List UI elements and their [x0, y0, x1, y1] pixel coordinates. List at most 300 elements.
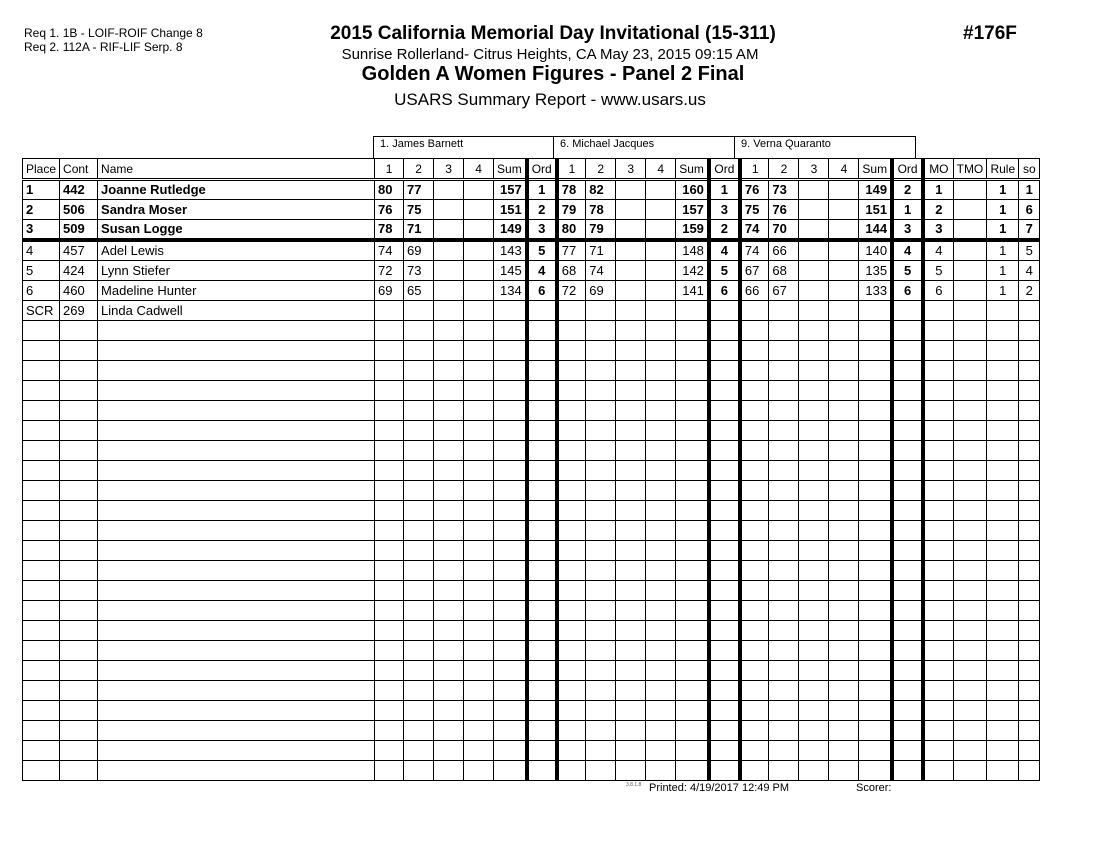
j1-score-2 [404, 561, 434, 581]
j2-sum [676, 521, 709, 541]
tmo-cell [953, 501, 987, 521]
j2-score-3 [616, 220, 646, 241]
table-row [23, 240, 1040, 261]
table-row [23, 501, 1040, 521]
j3-ord [892, 641, 923, 661]
j1-score-4 [464, 301, 494, 321]
tmo-cell [953, 281, 987, 301]
j3-sum [859, 581, 892, 601]
j2-score-1 [557, 421, 586, 441]
j3-sum [859, 341, 892, 361]
cont-cell [60, 761, 98, 781]
j1-score-1 [375, 541, 404, 561]
table-row [23, 621, 1040, 641]
mo-cell [923, 561, 953, 581]
tmo-cell [953, 341, 987, 361]
j1-score-3 [434, 341, 464, 361]
j2-score-4 [646, 521, 676, 541]
j1-score-1 [375, 521, 404, 541]
so-cell [1019, 421, 1040, 441]
tmo-cell [953, 701, 987, 721]
cont-cell [60, 361, 98, 381]
j1-score-1 [375, 301, 404, 321]
j1-score-3 [434, 361, 464, 381]
j1-sum [494, 301, 527, 321]
tmo-cell [953, 721, 987, 741]
j3-score-3 [799, 761, 829, 781]
tmo-cell [953, 621, 987, 641]
mo-cell [923, 341, 953, 361]
j2-sum [676, 361, 709, 381]
mo-cell: 1 [923, 180, 953, 200]
so-cell [1019, 741, 1040, 761]
j3-score-4 [829, 361, 859, 381]
j1-ord [527, 361, 557, 381]
j2-score-3 [616, 721, 646, 741]
col-j1-3: 3 [434, 159, 464, 180]
j1-ord [527, 501, 557, 521]
j3-score-2 [769, 381, 799, 401]
j2-score-2 [586, 581, 616, 601]
j3-score-3 [799, 581, 829, 601]
place-cell: 2 [23, 200, 60, 220]
j1-score-4 [464, 721, 494, 741]
place-cell [23, 421, 60, 441]
so-cell [1019, 601, 1040, 621]
j1-ord: 4 [527, 261, 557, 281]
j3-score-1 [740, 741, 769, 761]
j1-score-2 [404, 441, 434, 461]
table-row [23, 441, 1040, 461]
j2-ord [709, 421, 740, 441]
tmo-cell [953, 200, 987, 220]
j1-score-4 [464, 761, 494, 781]
j3-score-1: 74 [740, 220, 769, 241]
j1-ord [527, 621, 557, 641]
cont-cell [60, 501, 98, 521]
j2-sum [676, 621, 709, 641]
j1-score-4 [464, 240, 494, 261]
tmo-cell [953, 381, 987, 401]
j1-score-1 [375, 721, 404, 741]
j2-sum: 141 [676, 281, 709, 301]
name-cell: Lynn Stiefer [98, 261, 375, 281]
event-name: Golden A Women Figures - Panel 2 Final [361, 63, 745, 85]
j3-score-4 [829, 261, 859, 281]
j2-score-3 [616, 661, 646, 681]
so-cell [1019, 621, 1040, 641]
j1-sum [494, 761, 527, 781]
cont-cell [60, 541, 98, 561]
so-cell [1019, 341, 1040, 361]
j2-score-3 [616, 501, 646, 521]
j1-score-2 [404, 421, 434, 441]
j2-ord [709, 641, 740, 661]
j2-score-2 [586, 681, 616, 701]
j2-sum [676, 401, 709, 421]
j3-sum [859, 441, 892, 461]
j3-score-2 [769, 641, 799, 661]
rule-cell: 1 [987, 200, 1019, 220]
j3-score-4 [829, 501, 859, 521]
j2-ord: 5 [709, 261, 740, 281]
rule-cell [987, 621, 1019, 641]
j3-score-3 [799, 301, 829, 321]
place-cell [23, 681, 60, 701]
j2-score-1 [557, 721, 586, 741]
cont-cell [60, 441, 98, 461]
place-cell [23, 581, 60, 601]
name-cell [98, 681, 375, 701]
j1-sum [494, 321, 527, 341]
judge-header-2: 6. Michael Jacques [553, 136, 735, 159]
j3-score-2 [769, 621, 799, 641]
j3-ord: 2 [892, 180, 923, 200]
requirement-2: Req 2. 112A - RIF-LIF Serp. 8 [24, 40, 183, 54]
col-mo: MO [923, 159, 953, 180]
j1-ord [527, 301, 557, 321]
j1-sum [494, 641, 527, 661]
j1-score-2 [404, 461, 434, 481]
rule-cell: 1 [987, 180, 1019, 200]
j3-ord [892, 541, 923, 561]
j2-ord [709, 761, 740, 781]
mo-cell [923, 381, 953, 401]
so-cell [1019, 521, 1040, 541]
tmo-cell [953, 361, 987, 381]
tmo-cell [953, 661, 987, 681]
rule-cell [987, 381, 1019, 401]
j1-score-2 [404, 741, 434, 761]
place-cell [23, 521, 60, 541]
rule-cell [987, 321, 1019, 341]
j2-score-4 [646, 401, 676, 421]
j3-score-2: 68 [769, 261, 799, 281]
name-cell: Sandra Moser [98, 200, 375, 220]
table-row [23, 561, 1040, 581]
col-j2-3: 3 [616, 159, 646, 180]
j2-score-1: 72 [557, 281, 586, 301]
col-j1-sum: Sum [494, 159, 527, 180]
j1-score-4 [464, 541, 494, 561]
j3-score-1 [740, 401, 769, 421]
j3-ord [892, 301, 923, 321]
j2-sum [676, 681, 709, 701]
j2-ord [709, 481, 740, 501]
j3-score-4 [829, 701, 859, 721]
j2-score-4 [646, 220, 676, 241]
j1-sum [494, 621, 527, 641]
j1-score-4 [464, 641, 494, 661]
j1-score-4 [464, 441, 494, 461]
j1-score-2: 69 [404, 240, 434, 261]
rule-cell [987, 341, 1019, 361]
j2-sum [676, 541, 709, 561]
j1-score-3 [434, 240, 464, 261]
j1-ord [527, 321, 557, 341]
j2-score-2 [586, 421, 616, 441]
j1-sum [494, 481, 527, 501]
j1-score-4 [464, 581, 494, 601]
j2-score-3 [616, 180, 646, 200]
j1-score-4 [464, 321, 494, 341]
j3-score-3 [799, 281, 829, 301]
j1-score-1 [375, 501, 404, 521]
tmo-cell [953, 220, 987, 241]
cont-cell: 442 [60, 180, 98, 200]
j2-score-3 [616, 421, 646, 441]
j3-score-1: 66 [740, 281, 769, 301]
j1-score-1 [375, 681, 404, 701]
place-cell [23, 721, 60, 741]
j1-sum [494, 341, 527, 361]
j2-score-4 [646, 541, 676, 561]
so-cell: 4 [1019, 261, 1040, 281]
j2-score-3 [616, 321, 646, 341]
place-cell [23, 621, 60, 641]
j2-score-4 [646, 180, 676, 200]
so-cell [1019, 301, 1040, 321]
j3-sum [859, 521, 892, 541]
j1-score-2 [404, 621, 434, 641]
j3-score-3 [799, 381, 829, 401]
j1-score-2 [404, 661, 434, 681]
j1-score-3 [434, 701, 464, 721]
j1-score-3 [434, 601, 464, 621]
j2-score-1 [557, 381, 586, 401]
j1-score-2: 73 [404, 261, 434, 281]
name-cell [98, 641, 375, 661]
j1-score-3 [434, 381, 464, 401]
j3-score-4 [829, 321, 859, 341]
col-j2-4: 4 [646, 159, 676, 180]
j2-sum [676, 341, 709, 361]
j2-score-3 [616, 240, 646, 261]
j2-sum [676, 741, 709, 761]
place-cell [23, 741, 60, 761]
j2-score-1 [557, 321, 586, 341]
j3-score-3 [799, 721, 829, 741]
j3-score-1 [740, 301, 769, 321]
j1-ord [527, 581, 557, 601]
j1-ord [527, 601, 557, 621]
j2-score-2: 82 [586, 180, 616, 200]
j2-score-2 [586, 361, 616, 381]
rule-cell: 1 [987, 261, 1019, 281]
j2-score-4 [646, 761, 676, 781]
j1-score-4 [464, 361, 494, 381]
j3-score-1 [740, 341, 769, 361]
j3-ord [892, 361, 923, 381]
j1-ord [527, 741, 557, 761]
j1-sum [494, 361, 527, 381]
col-j1-ord: Ord [527, 159, 557, 180]
j3-score-3 [799, 681, 829, 701]
so-cell: 6 [1019, 200, 1040, 220]
j2-score-4 [646, 200, 676, 220]
j2-score-1 [557, 621, 586, 641]
j2-score-4 [646, 321, 676, 341]
j1-ord [527, 641, 557, 661]
name-cell [98, 561, 375, 581]
cont-cell [60, 621, 98, 641]
j2-sum: 148 [676, 240, 709, 261]
j3-sum: 140 [859, 240, 892, 261]
j3-ord [892, 321, 923, 341]
j2-score-3 [616, 601, 646, 621]
rule-cell [987, 421, 1019, 441]
j1-ord: 1 [527, 180, 557, 200]
j1-score-3 [434, 681, 464, 701]
j1-score-3 [434, 741, 464, 761]
mo-cell [923, 761, 953, 781]
j2-score-3 [616, 561, 646, 581]
j3-score-2 [769, 441, 799, 461]
header-row [23, 159, 1040, 180]
j3-ord [892, 441, 923, 461]
j2-score-4 [646, 601, 676, 621]
j2-score-3 [616, 461, 646, 481]
j3-score-3 [799, 501, 829, 521]
j1-score-1: 76 [375, 200, 404, 220]
j3-score-3 [799, 641, 829, 661]
tmo-cell [953, 521, 987, 541]
j1-score-4 [464, 561, 494, 581]
place-cell [23, 701, 60, 721]
j2-sum [676, 701, 709, 721]
j3-score-1 [740, 681, 769, 701]
table-row [23, 641, 1040, 661]
table-row [23, 481, 1040, 501]
j3-sum [859, 721, 892, 741]
event-title: 2015 California Memorial Day Invitational (15-311) [330, 23, 776, 44]
rule-cell: 1 [987, 281, 1019, 301]
j1-ord [527, 661, 557, 681]
j1-score-1 [375, 561, 404, 581]
j3-score-2: 73 [769, 180, 799, 200]
j1-score-2 [404, 341, 434, 361]
so-cell [1019, 721, 1040, 741]
j1-sum [494, 601, 527, 621]
j1-ord: 5 [527, 240, 557, 261]
j3-score-2 [769, 741, 799, 761]
j3-score-2 [769, 721, 799, 741]
j2-score-4 [646, 341, 676, 361]
col-j2-sum: Sum [676, 159, 709, 180]
j3-sum [859, 761, 892, 781]
j2-ord [709, 741, 740, 761]
rule-cell [987, 641, 1019, 661]
table-row [23, 521, 1040, 541]
j2-ord [709, 541, 740, 561]
j3-score-1 [740, 421, 769, 441]
j3-score-4 [829, 180, 859, 200]
j3-ord [892, 581, 923, 601]
j3-ord [892, 741, 923, 761]
j3-score-4 [829, 421, 859, 441]
j3-sum [859, 301, 892, 321]
j2-score-3 [616, 200, 646, 220]
mo-cell [923, 601, 953, 621]
cont-cell [60, 341, 98, 361]
j3-sum [859, 661, 892, 681]
j2-score-1 [557, 501, 586, 521]
table-row [23, 541, 1040, 561]
rule-cell [987, 361, 1019, 381]
j2-ord: 6 [709, 281, 740, 301]
j2-sum [676, 721, 709, 741]
so-cell [1019, 701, 1040, 721]
name-cell: Madeline Hunter [98, 281, 375, 301]
j1-score-4 [464, 661, 494, 681]
j1-sum [494, 501, 527, 521]
j3-score-1 [740, 581, 769, 601]
j3-score-2 [769, 461, 799, 481]
so-cell [1019, 321, 1040, 341]
mo-cell: 3 [923, 220, 953, 241]
place-cell: 3 [23, 220, 60, 241]
j3-score-2 [769, 321, 799, 341]
j1-sum: 151 [494, 200, 527, 220]
table-row [23, 261, 1040, 281]
j3-score-3 [799, 661, 829, 681]
j2-score-2 [586, 701, 616, 721]
j3-sum [859, 481, 892, 501]
j2-score-1 [557, 441, 586, 461]
cont-cell: 269 [60, 301, 98, 321]
j3-sum: 149 [859, 180, 892, 200]
place-cell: 4 [23, 240, 60, 261]
j3-score-3 [799, 361, 829, 381]
j2-score-4 [646, 661, 676, 681]
j3-sum [859, 401, 892, 421]
j2-ord [709, 341, 740, 361]
j2-score-3 [616, 341, 646, 361]
j2-score-1: 68 [557, 261, 586, 281]
j2-score-4 [646, 381, 676, 401]
j3-score-3 [799, 541, 829, 561]
j3-ord [892, 561, 923, 581]
j1-score-4 [464, 261, 494, 281]
rule-cell [987, 601, 1019, 621]
mo-cell [923, 541, 953, 561]
table-row [23, 581, 1040, 601]
j1-score-4 [464, 281, 494, 301]
j3-score-4 [829, 741, 859, 761]
j2-score-3 [616, 361, 646, 381]
j1-ord: 3 [527, 220, 557, 241]
j1-score-1: 69 [375, 281, 404, 301]
col-tmo: TMO [953, 159, 987, 180]
j3-sum [859, 421, 892, 441]
j2-score-2 [586, 521, 616, 541]
j1-score-3 [434, 501, 464, 521]
j3-sum [859, 501, 892, 521]
j3-score-4 [829, 681, 859, 701]
col-so: so [1019, 159, 1040, 180]
so-cell [1019, 401, 1040, 421]
j2-score-2 [586, 381, 616, 401]
tmo-cell [953, 401, 987, 421]
j2-sum: 159 [676, 220, 709, 241]
cont-cell [60, 581, 98, 601]
col-place: Place [23, 159, 60, 180]
j1-sum: 157 [494, 180, 527, 200]
place-cell [23, 761, 60, 781]
tmo-cell [953, 761, 987, 781]
j1-score-4 [464, 621, 494, 641]
j1-score-1: 74 [375, 240, 404, 261]
